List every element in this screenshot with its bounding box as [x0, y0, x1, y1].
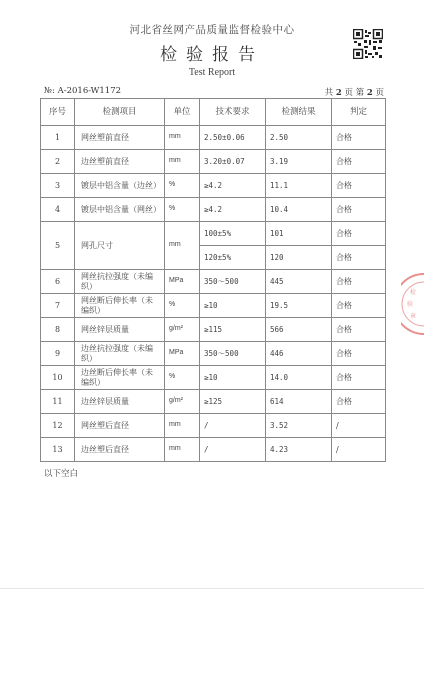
- cell-item: 边丝断后伸长率（未编织）: [75, 366, 165, 390]
- seal-stamp-icon: [401, 272, 424, 336]
- cell-requirement: ≥10: [200, 366, 266, 390]
- cell-result: 120: [266, 246, 332, 270]
- cell-result: 3.19: [266, 150, 332, 174]
- page-indicator: [325, 86, 384, 98]
- cell-no: 10: [41, 366, 75, 390]
- cell-item: 边丝塑前直径: [75, 150, 165, 174]
- table-row: [41, 198, 386, 222]
- page-mid: 页 第: [344, 88, 365, 98]
- cell-unit: mm: [165, 150, 200, 174]
- cell-requirement: 100±5%: [200, 222, 266, 246]
- table-row: [41, 150, 386, 174]
- table-row: [41, 390, 386, 414]
- cell-verdict: 合格: [332, 390, 386, 414]
- cell-item: 网丝抗拉强度（未编织）: [75, 270, 165, 294]
- cell-item: 边丝塑后直径: [75, 438, 165, 462]
- cell-verdict: /: [332, 438, 386, 462]
- cell-requirement: ≥115: [200, 318, 266, 342]
- cell-result: 2.50: [266, 126, 332, 150]
- col-header-verdict: 判定: [332, 99, 386, 126]
- cell-unit: %: [165, 198, 200, 222]
- cell-requirement: /: [200, 414, 266, 438]
- cell-unit: mm: [165, 438, 200, 462]
- cell-item: 网丝锌层质量: [75, 318, 165, 342]
- cell-item: 网丝塑前直径: [75, 126, 165, 150]
- qr-code-icon: [353, 29, 383, 59]
- cell-requirement: ≥4.2: [200, 174, 266, 198]
- cell-unit: %: [165, 366, 200, 390]
- col-header-item: 检测项目: [75, 99, 165, 126]
- table-row: [41, 174, 386, 198]
- cell-no: 3: [41, 174, 75, 198]
- cell-no: 4: [41, 198, 75, 222]
- cell-result: 101: [266, 222, 332, 246]
- cell-verdict: /: [332, 414, 386, 438]
- cell-requirement: 2.50±0.06: [200, 126, 266, 150]
- cell-unit: mm: [165, 414, 200, 438]
- cell-verdict: 合格: [332, 198, 386, 222]
- cell-unit: mm: [165, 222, 200, 270]
- cell-unit: %: [165, 294, 200, 318]
- page-bottom-divider: [0, 588, 424, 589]
- cell-no: 9: [41, 342, 75, 366]
- report-number: №: A-2016-W1172: [44, 86, 122, 96]
- col-header-unit: 单位: [165, 99, 200, 126]
- report-meta: [44, 86, 384, 98]
- cell-no: 12: [41, 414, 75, 438]
- cell-result: 445: [266, 270, 332, 294]
- cell-requirement: /: [200, 438, 266, 462]
- cell-unit: g/m²: [165, 318, 200, 342]
- cell-unit: g/m²: [165, 390, 200, 414]
- cell-verdict: 合格: [332, 270, 386, 294]
- cell-result: 4.23: [266, 438, 332, 462]
- cell-no: 11: [41, 390, 75, 414]
- cell-no: 7: [41, 294, 75, 318]
- report-title-en: Test Report: [188, 67, 236, 78]
- cell-unit: MPa: [165, 270, 200, 294]
- cell-verdict: 合格: [332, 318, 386, 342]
- cell-no: 6: [41, 270, 75, 294]
- page-total: 2: [335, 88, 342, 98]
- cell-verdict: 合格: [332, 174, 386, 198]
- svg-text:验: 验: [407, 301, 414, 308]
- cell-item: 边丝抗拉强度（未编织）: [75, 342, 165, 366]
- cell-requirement: 120±5%: [200, 246, 266, 270]
- cell-verdict: 合格: [332, 150, 386, 174]
- table-row: [41, 270, 386, 294]
- cell-no: 8: [41, 318, 75, 342]
- table-row: [41, 414, 386, 438]
- cell-item: 镀层中铝含量（网丝）: [75, 198, 165, 222]
- table-row: [41, 126, 386, 150]
- cell-verdict: 合格: [332, 366, 386, 390]
- col-header-result: 检测结果: [266, 99, 332, 126]
- cell-requirement: ≥10: [200, 294, 266, 318]
- cell-no: 1: [41, 126, 75, 150]
- table-row: [41, 438, 386, 462]
- organization-name: 河北省丝网产品质量监督检验中心: [129, 24, 295, 36]
- cell-item: 网丝断后伸长率（未编织）: [75, 294, 165, 318]
- col-header-no: 序号: [41, 99, 75, 126]
- cell-verdict: 合格: [332, 222, 386, 246]
- cell-verdict: 合格: [332, 126, 386, 150]
- cell-item: 网孔尺寸: [75, 222, 165, 270]
- cell-result: 3.52: [266, 414, 332, 438]
- cell-result: 19.5: [266, 294, 332, 318]
- cell-unit: MPa: [165, 342, 200, 366]
- cell-result: 566: [266, 318, 332, 342]
- table-row: [41, 222, 386, 246]
- table-row: [41, 342, 386, 366]
- cell-unit: mm: [165, 126, 200, 150]
- cell-result: 10.4: [266, 198, 332, 222]
- cell-no: 2: [41, 150, 75, 174]
- cell-item: 网丝塑后直径: [75, 414, 165, 438]
- cell-result: 446: [266, 342, 332, 366]
- test-results-table: [40, 98, 386, 462]
- report-title: 检验报告: [160, 45, 264, 65]
- cell-result: 614: [266, 390, 332, 414]
- cell-result: 11.1: [266, 174, 332, 198]
- cell-requirement: 350～500: [200, 270, 266, 294]
- cell-result: 14.0: [266, 366, 332, 390]
- cell-requirement: ≥125: [200, 390, 266, 414]
- cell-requirement: 350～500: [200, 342, 266, 366]
- col-header-requirement: 技术要求: [200, 99, 266, 126]
- table-header-row: [41, 99, 386, 126]
- cell-verdict: 合格: [332, 342, 386, 366]
- cell-no: 13: [41, 438, 75, 462]
- cell-requirement: 3.20±0.07: [200, 150, 266, 174]
- blank-below-note: 以下空白: [44, 469, 79, 479]
- cell-item: 边丝锌层质量: [75, 390, 165, 414]
- cell-unit: %: [165, 174, 200, 198]
- table-row: [41, 294, 386, 318]
- svg-text:章: 章: [410, 313, 417, 320]
- page-prefix: 共: [324, 88, 334, 98]
- svg-text:检: 检: [410, 289, 417, 296]
- cell-item: 镀层中铝含量（边丝）: [75, 174, 165, 198]
- cell-no: 5: [41, 222, 75, 270]
- cell-requirement: ≥4.2: [200, 198, 266, 222]
- page-suffix: 页: [375, 88, 384, 98]
- table-row: [41, 366, 386, 390]
- table-row: [41, 318, 386, 342]
- cell-verdict: 合格: [332, 246, 386, 270]
- cell-verdict: 合格: [332, 294, 386, 318]
- page-current: 2: [366, 88, 373, 98]
